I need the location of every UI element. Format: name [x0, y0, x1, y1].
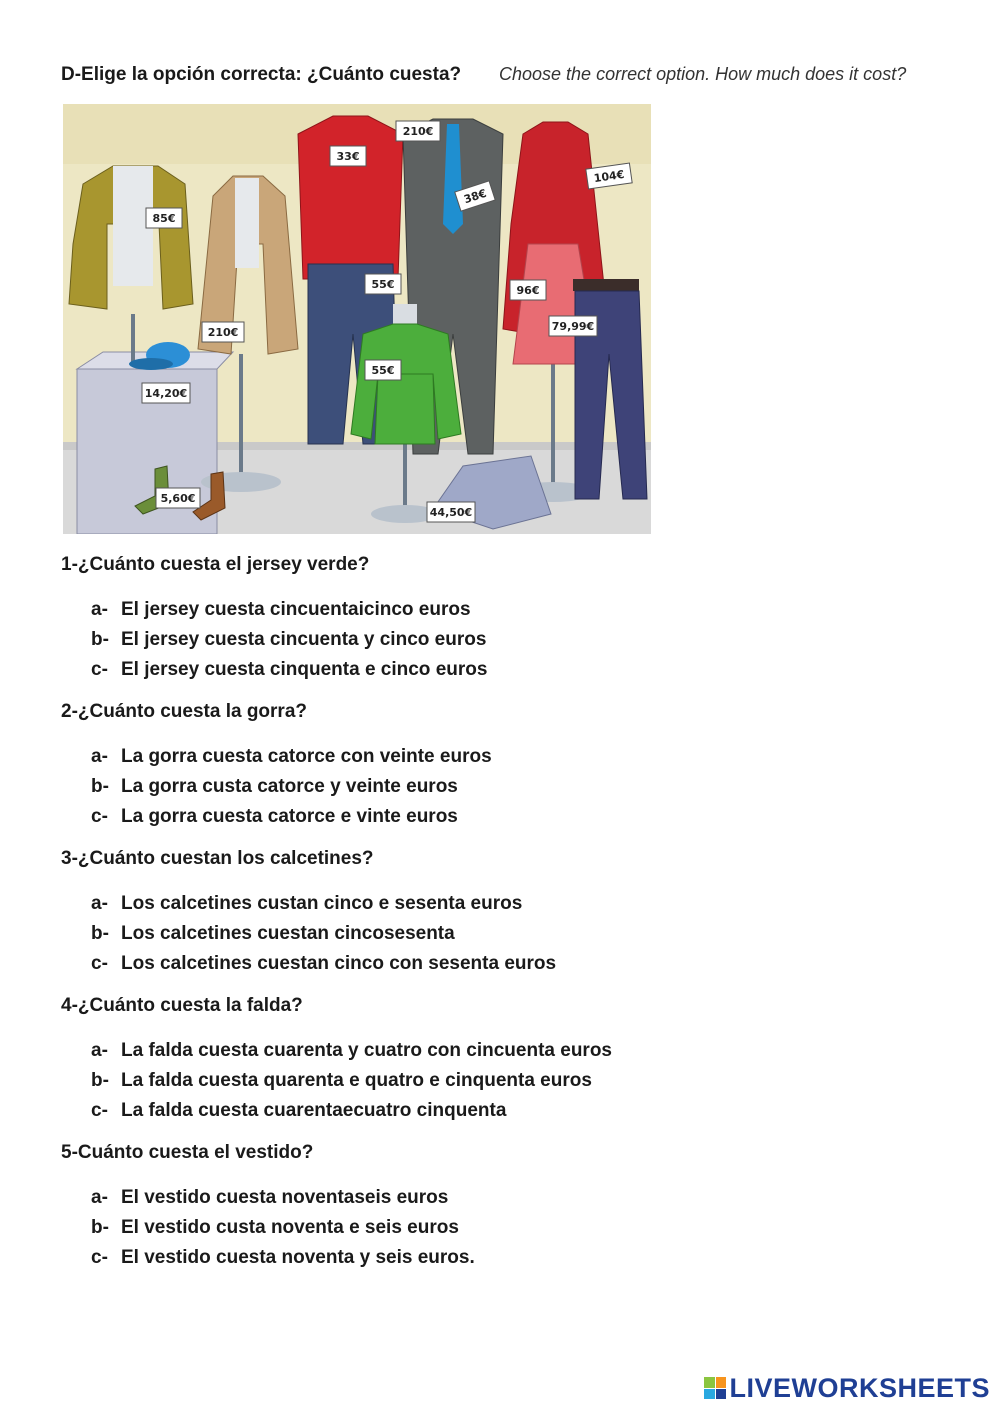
answer-option[interactable] [61, 1036, 941, 1066]
question-title: 3-¿Cuánto cuestan los calcetines? [61, 848, 374, 869]
option-letter: c- [91, 659, 108, 680]
exercise-header [61, 62, 940, 90]
exercise-title: D-Elige la opción correcta: ¿Cuánto cuesta? [61, 64, 462, 85]
price-suit: 210€ [402, 125, 434, 138]
liveworksheets-logo-icon [704, 1377, 726, 1399]
clothing-store-illustration [63, 104, 651, 534]
price-tag-dress [510, 280, 546, 300]
question-2 [61, 699, 941, 832]
answer-option[interactable] [61, 1213, 941, 1243]
price-tag-jacket [146, 208, 182, 228]
option-letter: b- [91, 1217, 109, 1238]
price-tag-coat [202, 322, 244, 342]
option-text: El vestido cuesta noventa y seis euros. [121, 1247, 475, 1268]
question-3 [61, 846, 941, 979]
question-title: 2-¿Cuánto cuesta la gorra? [61, 701, 307, 722]
price-tag-skirt [427, 502, 475, 522]
option-letter: b- [91, 1070, 109, 1091]
answer-option[interactable] [61, 949, 941, 979]
clothing-store-scene [63, 104, 651, 534]
answer-option[interactable] [61, 1096, 941, 1126]
price-tag-trousers [549, 316, 597, 336]
answer-option[interactable] [61, 1243, 941, 1273]
price-jacket: 85€ [152, 212, 176, 225]
answer-option[interactable] [61, 802, 941, 832]
option-text: El jersey cuesta cincuenta y cinco euros [121, 629, 487, 650]
price-tag-suit [396, 121, 440, 141]
questions-list [61, 552, 941, 1287]
answer-option[interactable] [61, 742, 941, 772]
option-letter: b- [91, 776, 109, 797]
price-red-coat: 104€ [593, 167, 626, 186]
option-text: La falda cuesta cuarentaecuatro cinquenta [121, 1100, 507, 1121]
price-tie: 38€ [462, 186, 489, 207]
option-letter: a- [91, 893, 108, 914]
price-trousers: 79,99€ [551, 320, 595, 333]
option-letter: a- [91, 746, 108, 767]
option-letter: c- [91, 1247, 108, 1268]
option-text: El vestido custa noventa e seis euros [121, 1217, 459, 1238]
question-5 [61, 1140, 941, 1273]
price-dress: 96€ [516, 284, 540, 297]
option-text: El vestido cuesta noventaseis euros [121, 1187, 449, 1208]
price-tag-green-sweater [365, 360, 401, 380]
option-letter: c- [91, 953, 108, 974]
option-letter: a- [91, 1040, 108, 1061]
answer-option[interactable] [61, 889, 941, 919]
option-text: La falda cuesta cuarenta y cuatro con cincuenta euros [121, 1040, 612, 1061]
exercise-subtitle: Choose the correct option. How much does it cost? [499, 64, 907, 84]
option-text: La gorra custa catorce y veinte euros [121, 776, 458, 797]
option-letter: c- [91, 1100, 108, 1121]
answer-option[interactable] [61, 1183, 941, 1213]
liveworksheets-brand [704, 1373, 990, 1403]
answer-option[interactable] [61, 772, 941, 802]
question-title: 4-¿Cuánto cuesta la falda? [61, 995, 303, 1016]
answer-option[interactable] [61, 625, 941, 655]
price-tag-cap [142, 383, 190, 403]
price-skirt: 44,50€ [429, 506, 473, 519]
option-text: La gorra cuesta catorce e vinte euros [121, 806, 458, 827]
question-title: 5-Cuánto cuesta el vestido? [61, 1142, 314, 1163]
price-green-sweater: 55€ [371, 364, 395, 377]
question-4 [61, 993, 941, 1126]
price-socks: 5,60€ [160, 492, 196, 505]
option-text: Los calcetines custan cinco e sesenta euros [121, 893, 523, 914]
answer-option[interactable] [61, 919, 941, 949]
option-text: El jersey cuesta cinquenta e cinco euros [121, 659, 488, 680]
option-text: La falda cuesta quarenta e quatro e cinquenta euros [121, 1070, 592, 1091]
option-text: Los calcetines cuestan cincosesenta [121, 923, 455, 944]
option-letter: b- [91, 923, 109, 944]
price-cap: 14,20€ [144, 387, 188, 400]
option-letter: a- [91, 599, 108, 620]
answer-option[interactable] [61, 595, 941, 625]
option-text: Los calcetines cuestan cinco con sesenta euros [121, 953, 557, 974]
price-jeans: 55€ [371, 278, 395, 291]
answer-option[interactable] [61, 655, 941, 685]
option-text: La gorra cuesta catorce con veinte euros [121, 746, 492, 767]
option-text: El jersey cuesta cincuentaicinco euros [121, 599, 471, 620]
price-tag-socks [156, 488, 200, 508]
question-1 [61, 552, 941, 685]
brand-name: LIVEWORKSHEETS [729, 1372, 990, 1403]
answer-option[interactable] [61, 1066, 941, 1096]
question-title: 1-¿Cuánto cuesta el jersey verde? [61, 554, 370, 575]
option-letter: b- [91, 629, 109, 650]
price-coat: 210€ [207, 326, 239, 339]
option-letter: a- [91, 1187, 108, 1208]
price-tag-jeans [365, 274, 401, 294]
option-letter: c- [91, 806, 108, 827]
price-red-sweater: 33€ [336, 150, 360, 163]
price-tag-red-sweater [330, 146, 366, 166]
